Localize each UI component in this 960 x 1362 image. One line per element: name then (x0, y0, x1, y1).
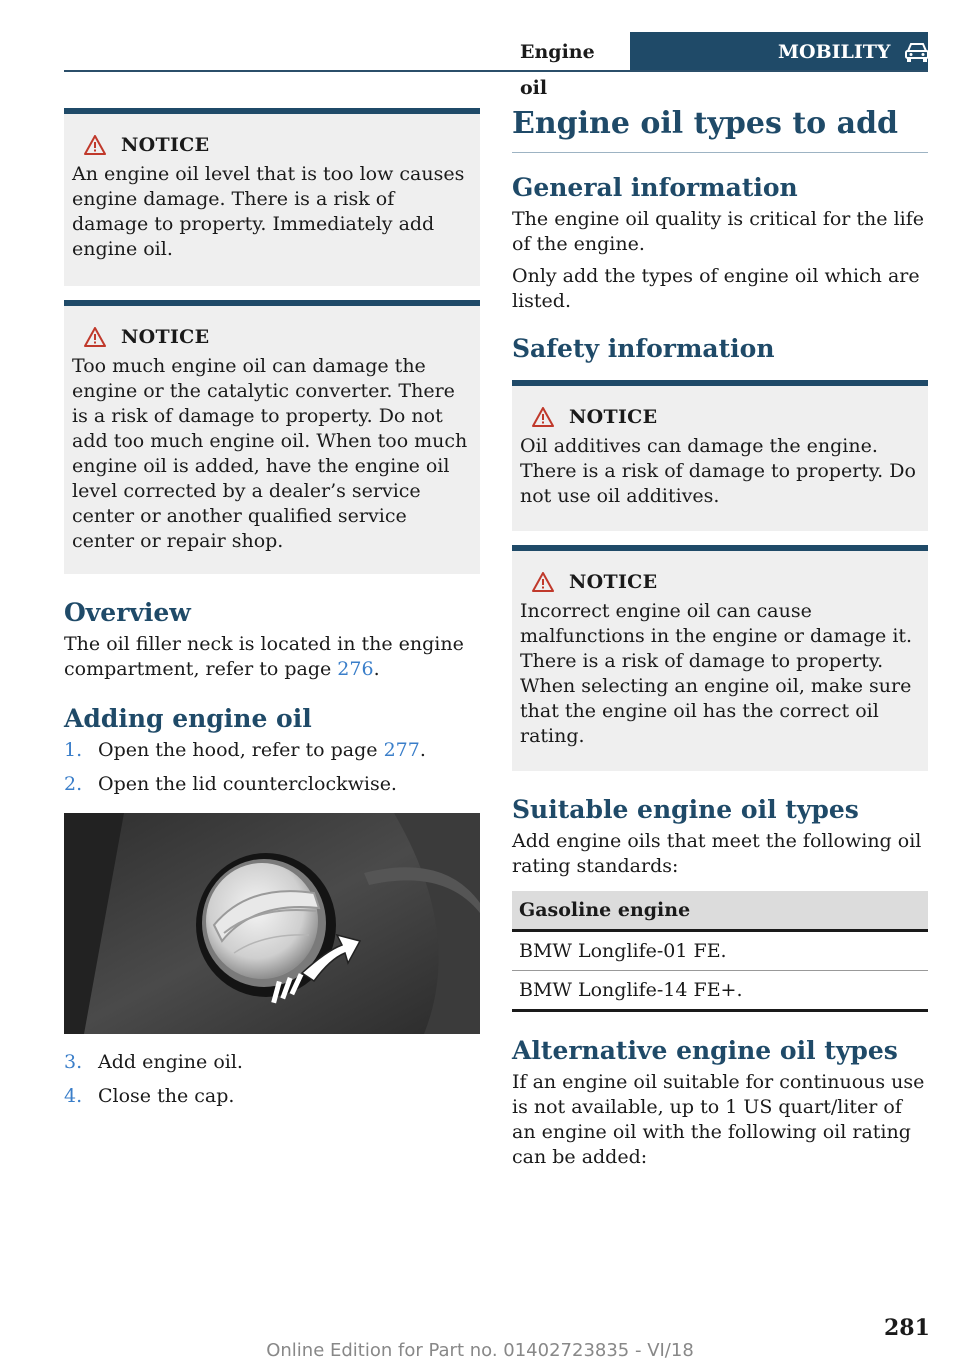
warning-icon (532, 572, 554, 592)
left-column (64, 108, 480, 1118)
warning-icon (84, 327, 106, 347)
notice-text: Too much engine oil can damage the engine or the catalytic converter. There is a risk of damage to property. Do not add too much engine oil. When too much engine oil is added, have the engine oil level corrected by a dealer’s service center or another qualified service center or repair shop. (72, 355, 468, 552)
alternative-oil-heading: Alternative engine oil types (512, 1036, 898, 1065)
notice-box (512, 380, 928, 531)
step-text (98, 738, 426, 763)
step-number: 2. (64, 773, 83, 795)
notice-header (72, 326, 472, 348)
overview-text (64, 632, 480, 682)
table-cell: BMW Longlife-14 FE+. (512, 971, 928, 1011)
car-icon (904, 41, 930, 63)
overview-text-body: The oil filler neck is located in the engine compartment, refer to page (64, 633, 464, 680)
header-rule (64, 70, 928, 72)
page-number: 281 (884, 1315, 930, 1341)
step-text-end: . (419, 739, 426, 761)
notice-label: NOTICE (569, 571, 658, 593)
warning-icon (532, 407, 554, 427)
notice-box (64, 300, 480, 574)
overview-heading: Overview (64, 598, 191, 627)
notice-text: Oil additives can damage the engine. There is a risk of damage to property. Do not use oil additives. (520, 435, 916, 507)
page-ref-link[interactable]: 276 (337, 658, 374, 680)
notice-label: NOTICE (569, 406, 658, 428)
table-header-row (512, 891, 928, 931)
step-number: 4. (64, 1085, 83, 1107)
notice-label: NOTICE (121, 134, 210, 156)
list-item (64, 1050, 480, 1075)
step-text: Open the lid counterclockwise. (98, 773, 397, 795)
table-row (512, 931, 928, 971)
notice-header (520, 571, 920, 593)
step-text: Close the cap. (98, 1085, 235, 1107)
suitable-oil-text: Add engine oils that meet the following oil rating standards: (512, 830, 922, 877)
step-number: 3. (64, 1051, 83, 1073)
general-info-heading: General information (512, 173, 798, 202)
general-info-text: The engine oil quality is critical for the life of the engine. (512, 208, 924, 255)
notice-header (520, 406, 920, 428)
step-text: Add engine oil. (98, 1051, 243, 1073)
list-item (64, 738, 480, 763)
list-item (64, 772, 480, 797)
step-number: 1. (64, 739, 83, 761)
notice-box (64, 108, 480, 286)
warning-icon (84, 135, 106, 155)
notice-label: NOTICE (121, 326, 210, 348)
footer-edition: Online Edition for Part no. 01402723835 - VI/18 (266, 1340, 694, 1361)
header-chapter-tab (630, 32, 928, 71)
table-cell: BMW Longlife-01 FE. (512, 931, 928, 971)
adding-steps-list (64, 738, 480, 797)
header-chapter-label: MOBILITY (778, 40, 891, 63)
adding-oil-heading: Adding engine oil (64, 704, 312, 733)
header-section-title: Engine oil (520, 41, 595, 99)
page-title: Engine oil types to add (512, 104, 928, 153)
table-row (512, 971, 928, 1011)
step-text-body: Open the hood, refer to page (98, 739, 384, 761)
table-header-cell: Gasoline engine (512, 891, 928, 931)
notice-text: An engine oil level that is too low causes engine damage. There is a risk of damage to property. Immediately add engine oil. (72, 163, 465, 260)
safety-info-heading: Safety information (512, 334, 775, 363)
oil-cap-photo (64, 813, 480, 1034)
overview-text-end: . (373, 658, 380, 680)
general-info-text: Only add the types of engine oil which are listed. (512, 265, 920, 312)
notice-header (72, 134, 472, 156)
suitable-oil-heading: Suitable engine oil types (512, 795, 859, 824)
alternative-oil-text: If an engine oil suitable for continuous use is not available, up to 1 US quart/liter of an engine oil with the following oil rating can be added: (512, 1071, 925, 1168)
page-ref-link[interactable]: 277 (383, 739, 420, 761)
list-item (64, 1084, 480, 1109)
adding-steps-list-continued (64, 1050, 480, 1109)
notice-text: Incorrect engine oil can cause malfunctions in the engine or damage it. There is a risk of damage to property. When selecting an engine oil, make sure that the engine oil has the correct oil rating. (520, 600, 913, 747)
oil-rating-table (512, 891, 928, 1012)
notice-box (512, 545, 928, 771)
right-column (512, 104, 928, 1177)
